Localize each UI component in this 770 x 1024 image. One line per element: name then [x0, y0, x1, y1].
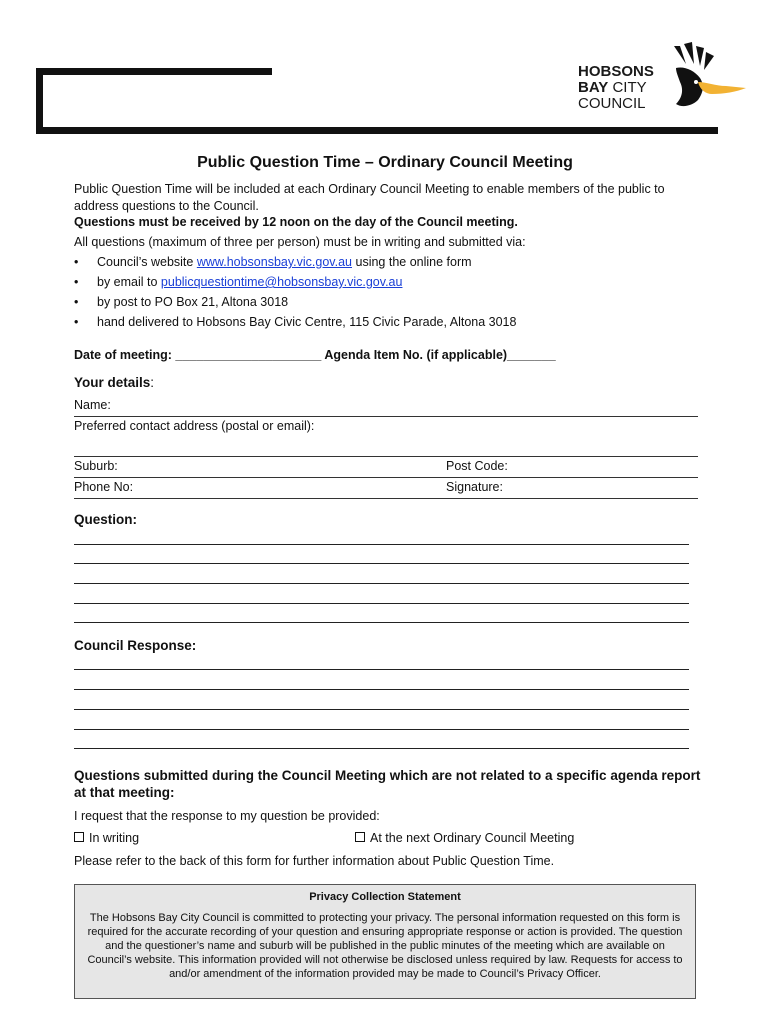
checkbox-next-meeting[interactable]: [355, 832, 365, 842]
response-line: [74, 689, 689, 690]
list-item: [74, 312, 704, 332]
details-heading-text: Your details: [74, 375, 151, 390]
response-line: [74, 709, 689, 710]
logo-wordmark: [578, 64, 654, 112]
list-item: [74, 292, 704, 312]
response-line: [74, 669, 689, 670]
question-line[interactable]: [74, 563, 689, 564]
submission-methods-list: [74, 252, 704, 332]
submission-methods-intro: All questions (maximum of three per person) must be in writing and submitted via:: [74, 235, 526, 249]
checkbox-in-writing[interactable]: [74, 832, 84, 842]
details-heading-colon: :: [150, 375, 155, 390]
address-field[interactable]: Preferred contact address (postal or email):: [74, 419, 315, 433]
refer-back-note: Please refer to the back of this form for further information about Public Question Time.: [74, 854, 555, 868]
question-line[interactable]: [74, 583, 689, 584]
suburb-field[interactable]: Suburb:: [74, 459, 118, 473]
option-next-meeting-label: At the next Ordinary Council Meeting: [370, 831, 575, 845]
website-link[interactable]: www.hobsonsbay.vic.gov.au: [196, 255, 353, 269]
pelican-icon: [670, 42, 750, 114]
privacy-body: The Hobsons Bay City Council is committed to protecting your privacy. The personal information requested on this form is required for the accurate recording of your question and ensuring appropriate response or action is provided. The question and the questioner’s name and suburb will be published in the public minutes of the meeting which are available on Council’s website. This information provided will not otherwise be disclosed unless required by law. Requests for access to and/or amendment of the information provided may be made to Council’s Privacy Officer.: [87, 912, 683, 980]
response-request-text: I request that the response to my question be provided:: [74, 809, 380, 823]
logo-line-1: HOBSONS: [578, 63, 654, 80]
bullet-text: Council’s website: [97, 255, 197, 269]
privacy-statement-box: [74, 884, 696, 999]
option-in-writing-label: In writing: [89, 831, 140, 845]
divider: [74, 456, 698, 457]
postcode-field[interactable]: Post Code:: [446, 459, 508, 473]
divider: [74, 477, 698, 478]
bullet-text: hand delivered to Hobsons Bay Civic Centre, 115 Civic Parade, Altona 3018: [97, 315, 517, 329]
unrelated-questions-heading: Questions submitted during the Council Meeting which are not related to a specific agenda report at that meeting:: [74, 768, 701, 800]
page-title: Public Question Time – Ordinary Council Meeting: [197, 154, 573, 171]
question-line[interactable]: [74, 622, 689, 623]
logo-line-2-bold: BAY: [578, 79, 609, 96]
email-link[interactable]: publicquestiontime@hobsonsbay.vic.gov.au: [160, 275, 403, 289]
divider: [74, 416, 698, 417]
option-next-meeting[interactable]: [355, 831, 574, 845]
signature-field[interactable]: Signature:: [446, 480, 503, 494]
name-field[interactable]: Name:: [74, 398, 111, 412]
header-frame-left: [36, 68, 43, 134]
details-heading: [74, 375, 154, 390]
list-item: [74, 272, 704, 292]
bullet-text: using the online form: [352, 255, 472, 269]
question-line[interactable]: [74, 544, 689, 545]
privacy-title: Privacy Collection Statement: [309, 891, 461, 903]
deadline-notice: Questions must be received by 12 noon on the day of the Council meeting.: [74, 215, 518, 229]
header-frame-bottom: [36, 127, 718, 134]
header-frame-top: [36, 68, 272, 75]
question-line[interactable]: [74, 603, 689, 604]
bullet-text: by post to PO Box 21, Altona 3018: [97, 295, 289, 309]
response-line: [74, 729, 689, 730]
intro-paragraph: Public Question Time will be included at each Ordinary Council Meeting to enable members of the public to address questions to the Council.: [74, 182, 665, 213]
meeting-date-agenda-line[interactable]: Date of meeting: _____________________ Agenda Item No. (if applicable)_______: [74, 348, 556, 362]
list-item: [74, 252, 704, 272]
bullet-text: by email to: [97, 275, 161, 289]
response-line: [74, 748, 689, 749]
council-logo: [578, 42, 750, 114]
phone-field[interactable]: Phone No:: [74, 480, 134, 494]
question-heading: Question:: [74, 512, 137, 527]
logo-line-2-rest: CITY: [608, 79, 647, 96]
logo-line-2: [578, 80, 654, 96]
response-heading: Council Response:: [74, 638, 197, 653]
option-in-writing[interactable]: [74, 831, 139, 845]
logo-line-3: COUNCIL: [578, 95, 646, 112]
divider: [74, 498, 698, 499]
